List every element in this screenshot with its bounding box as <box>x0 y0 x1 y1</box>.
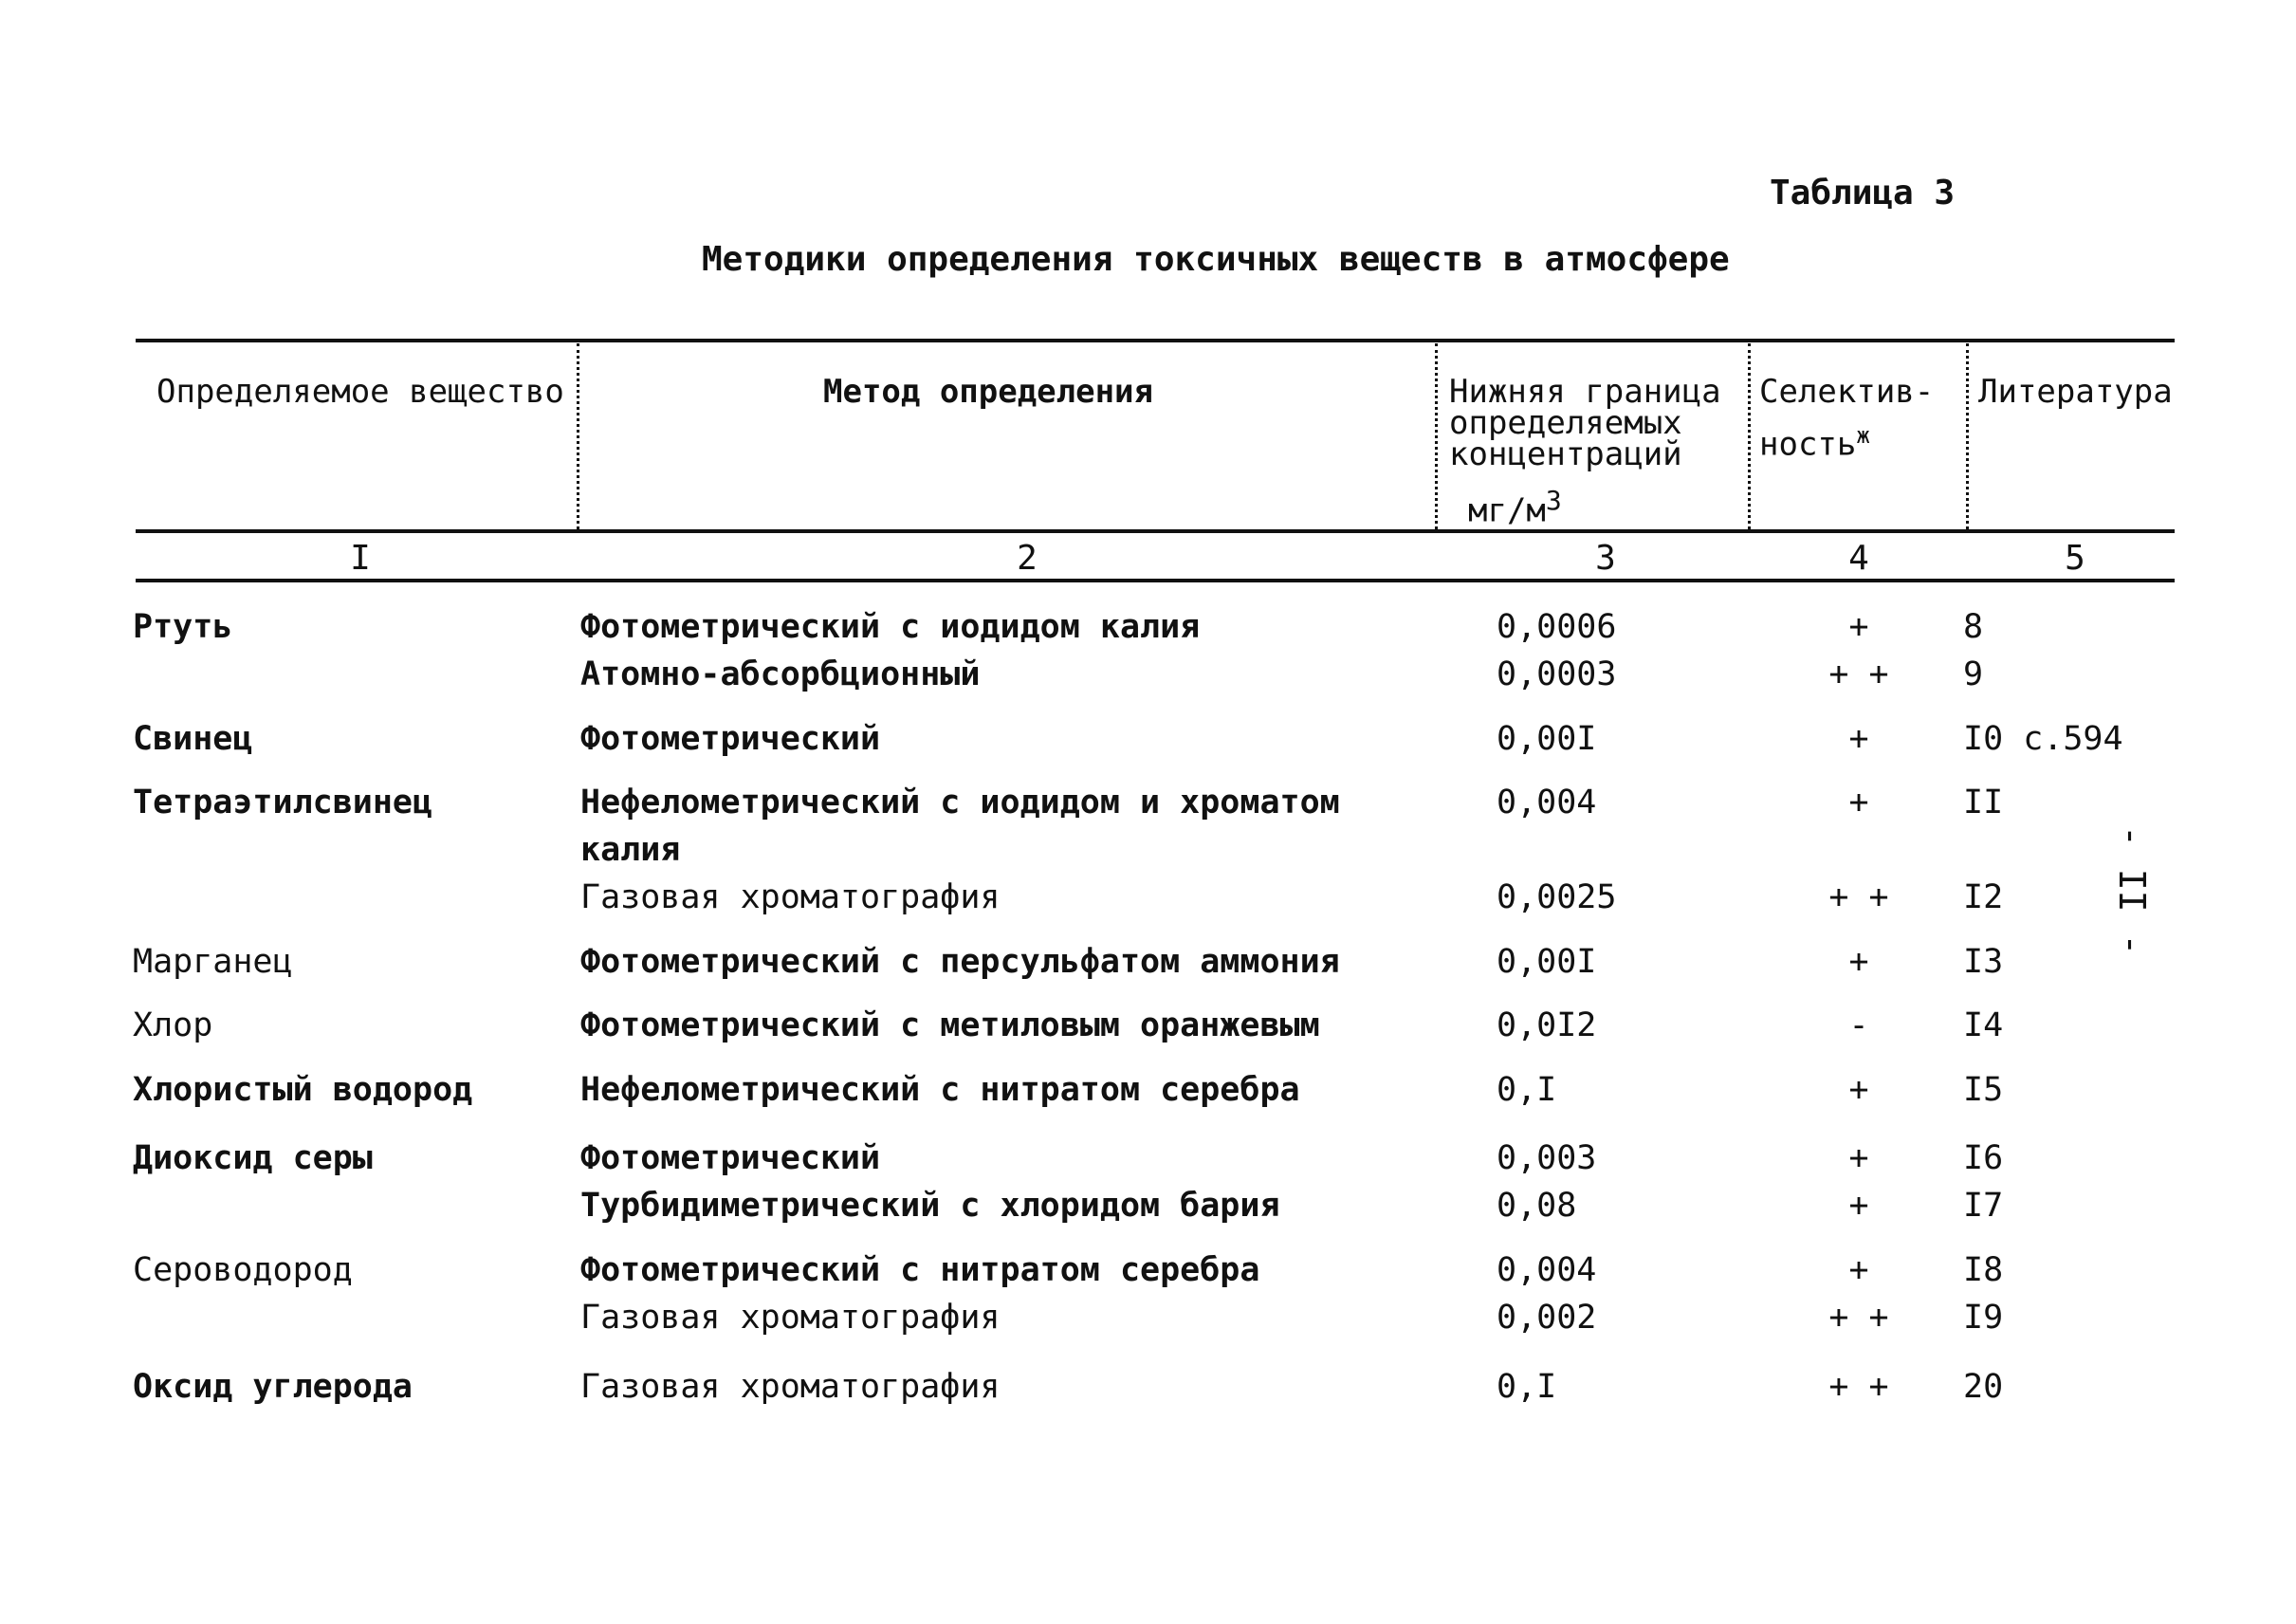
limit-unit-superscript: 3 <box>1545 485 1562 516</box>
substance-cell: Ртуть <box>133 608 233 646</box>
column-separator-1 <box>577 343 579 529</box>
column-separator-2 <box>1435 343 1438 529</box>
limit-cell: 0,I <box>1497 1368 1557 1406</box>
substance-cell: Тетраэтилсвинец <box>133 784 433 821</box>
method-cell: калия <box>580 831 681 869</box>
method-cell: Фотометрический с метиловым оранжевым <box>580 1006 1320 1044</box>
method-cell: Фотометрический <box>580 1139 881 1177</box>
substance-cell: Сероводород <box>133 1251 353 1289</box>
limit-cell: 0,08 <box>1497 1187 1577 1225</box>
method-cell: Газовая хроматография <box>580 1299 1001 1337</box>
substance-cell: Диоксид серы <box>133 1139 373 1177</box>
literature-cell: 8 <box>1963 608 1984 646</box>
column-number-4: 4 <box>1848 539 1869 578</box>
literature-cell: I4 <box>1963 1006 2004 1044</box>
method-cell: Нефелометрический с иодидом и хроматом <box>580 784 1340 821</box>
selectivity-cell: - <box>1848 1006 1869 1044</box>
selectivity-cell: + <box>1848 1139 1869 1177</box>
table-number: Таблица 3 <box>1770 174 1956 212</box>
substance-cell: Хлор <box>133 1006 213 1044</box>
substance-cell: Свинец <box>133 720 253 758</box>
selectivity-cell: + + <box>1828 1368 1889 1406</box>
selectivity-cell: + <box>1848 720 1869 758</box>
selectivity-cell: + <box>1848 1071 1869 1109</box>
literature-cell: I5 <box>1963 1071 2004 1109</box>
column-separator-4 <box>1966 343 1969 529</box>
selectivity-footnote-mark: ж <box>1856 422 1870 449</box>
literature-cell: 9 <box>1963 655 1984 693</box>
header-bottom-rule <box>136 529 2175 533</box>
literature-cell: I0 с.594 <box>1963 720 2123 758</box>
column-number-5: 5 <box>2065 539 2085 578</box>
limit-cell: 0,0003 <box>1497 655 1617 693</box>
limit-cell: 0,002 <box>1497 1299 1597 1337</box>
limit-cell: 0,00I <box>1497 943 1597 981</box>
selectivity-cell: + + <box>1828 655 1889 693</box>
method-cell: Газовая хроматография <box>580 1368 1001 1406</box>
limit-cell: 0,00I <box>1497 720 1597 758</box>
method-cell: Нефелометрический с нитратом серебра <box>580 1071 1300 1109</box>
literature-cell: I2 <box>1963 878 2004 916</box>
page-number: - II - <box>2111 825 2153 956</box>
selectivity-text: ность <box>1759 425 1857 464</box>
header-substance: Определяемое вещество <box>156 373 564 411</box>
method-cell: Турбидиметрический с хлоридом бария <box>580 1187 1280 1225</box>
literature-cell: I9 <box>1963 1299 2004 1337</box>
limit-cell: 0,0I2 <box>1497 1006 1597 1044</box>
selectivity-cell: + <box>1848 1187 1869 1225</box>
method-cell: Фотометрический с нитратом серебра <box>580 1251 1260 1289</box>
selectivity-cell: + <box>1848 1251 1869 1289</box>
header-limit-2: определяемых <box>1449 404 1682 442</box>
literature-cell: 20 <box>1963 1368 2004 1406</box>
literature-cell: II <box>1963 784 2004 821</box>
literature-cell: I7 <box>1963 1187 2004 1225</box>
header-selectivity-2 <box>1759 418 1870 464</box>
header-limit-3: концентраций <box>1449 435 1682 473</box>
limit-cell: 0,003 <box>1497 1139 1597 1177</box>
method-cell: Газовая хроматография <box>580 878 1001 916</box>
method-cell: Фотометрический с персульфатом аммония <box>580 943 1340 981</box>
substance-cell: Марганец <box>133 943 293 981</box>
limit-cell: 0,0006 <box>1497 608 1617 646</box>
limit-cell: 0,I <box>1497 1071 1557 1109</box>
substance-cell: Оксид углерода <box>133 1368 413 1406</box>
top-rule <box>136 339 2175 342</box>
method-cell: Фотометрический <box>580 720 881 758</box>
header-limit-unit <box>1468 484 1562 530</box>
substance-cell: Хлористый водород <box>133 1071 473 1109</box>
selectivity-cell: + + <box>1828 1299 1889 1337</box>
header-limit-1: Нижняя граница <box>1449 373 1721 411</box>
column-number-3: 3 <box>1595 539 1616 578</box>
limit-cell: 0,0025 <box>1497 878 1617 916</box>
limit-cell: 0,004 <box>1497 1251 1597 1289</box>
selectivity-cell: + <box>1848 608 1869 646</box>
table-title: Методики определения токсичных веществ в атмосфере <box>702 240 1730 279</box>
column-separator-3 <box>1748 343 1751 529</box>
header-method: Метод определения <box>823 373 1153 411</box>
selectivity-cell: + <box>1848 943 1869 981</box>
column-number-1: I <box>350 539 371 578</box>
literature-cell: I6 <box>1963 1139 2004 1177</box>
column-number-2: 2 <box>1017 539 1038 578</box>
header-selectivity-1: Селектив- <box>1759 373 1935 411</box>
selectivity-cell: + + <box>1828 878 1889 916</box>
limit-cell: 0,004 <box>1497 784 1597 821</box>
literature-cell: I8 <box>1963 1251 2004 1289</box>
literature-cell: I3 <box>1963 943 2004 981</box>
method-cell: Атомно-абсорбционный <box>580 655 981 693</box>
column-number-rule <box>136 579 2175 582</box>
selectivity-cell: + <box>1848 784 1869 821</box>
limit-unit-text: мг/м <box>1468 491 1546 530</box>
header-literature: Литература <box>1978 373 2173 411</box>
method-cell: Фотометрический с иодидом калия <box>580 608 1201 646</box>
